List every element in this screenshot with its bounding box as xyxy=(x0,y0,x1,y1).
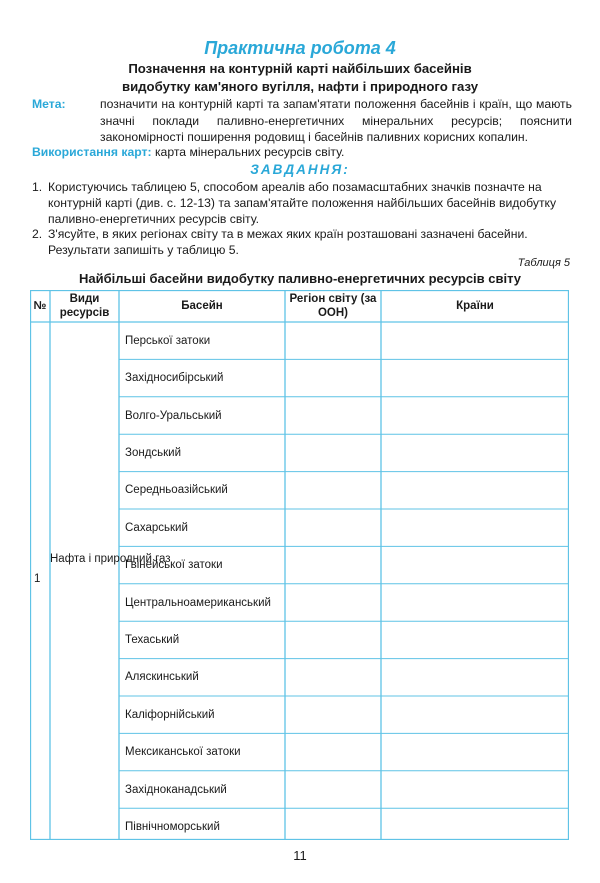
basin-cell: Техаський xyxy=(125,633,180,646)
basin-cell: Середньоазійський xyxy=(125,484,228,497)
page-subtitle xyxy=(0,60,600,95)
basin-cell: Волго-Уральський xyxy=(125,409,222,422)
row-number: 1 xyxy=(34,573,41,585)
basin-cell: Західноканадський xyxy=(125,783,227,796)
task-number: 1. xyxy=(32,180,43,194)
header-basin: Басейн xyxy=(181,300,223,312)
page-number: 11 xyxy=(293,848,307,863)
table-caption: Таблиця 5 xyxy=(517,257,570,269)
basin-cell: Північноморський xyxy=(125,820,220,833)
goal-block xyxy=(32,96,572,146)
task-number: 2. xyxy=(32,227,43,241)
goal-text: позначити на контурній карті та запам'ятати положення басейнів і країн, що мають значні поклади паливно-енергетичних мінеральних ресурсів; пояснити закономірності поширення родовищ і басейнів паливних корисних копалин. xyxy=(100,97,572,144)
task-item-2 xyxy=(32,226,572,258)
basin-cell: Сахарський xyxy=(125,521,188,534)
task-text: З'ясуйте, в яких регіонах світу та в межах яких країн розташовані зазначені басейни. Результати запишіть у таблицю 5. xyxy=(48,227,528,257)
basin-cell: Перської затоки xyxy=(125,334,211,347)
basin-cell: Аляскинський xyxy=(125,671,199,684)
maps-block xyxy=(32,144,344,160)
maps-text: карта мінеральних ресурсів світу. xyxy=(154,145,345,159)
resources-table xyxy=(30,290,569,840)
header-num: № xyxy=(33,300,47,312)
task-text: Користуючись таблицею 5, способом ареалів або позамасштабних значків позначте на контурній карті (див. с. 12-13) та запам'ятайте положення найбільших басейнів видобутку паливно-енергетичних ресурсів світу. xyxy=(48,180,557,226)
basin-cell: Каліфорнійський xyxy=(125,708,215,721)
goal-label: Мета: xyxy=(32,97,66,111)
task-item-1 xyxy=(32,179,572,227)
basin-cell: Центральноамериканський xyxy=(125,596,271,609)
page-title: Практична робота 4 xyxy=(204,38,396,58)
basin-cell: Західносибірський xyxy=(125,372,224,385)
header-countries: Країни xyxy=(456,300,494,312)
basin-cell: Зондський xyxy=(125,446,182,459)
maps-label: Використання карт: xyxy=(32,145,152,159)
header-resource-type: Види ресурсів xyxy=(59,293,110,319)
header-region: Регіон світу (за ООН) xyxy=(289,293,377,319)
subtitle-line-2: видобутку кам'яного вугілля, нафти і природного газу xyxy=(121,78,479,94)
basin-cell: Мексиканської затоки xyxy=(125,746,241,759)
basin-cell: Гвінейської затоки xyxy=(125,559,223,572)
tasks-heading: ЗАВДАННЯ: xyxy=(250,162,350,177)
subtitle-line-1: Позначення на контурній карті найбільших басейнів xyxy=(128,61,472,76)
table-title: Найбільші басейни видобутку паливно-енергетичних ресурсів світу xyxy=(78,271,522,286)
resource-type-cell: Нафта і природний газ xyxy=(50,553,171,565)
